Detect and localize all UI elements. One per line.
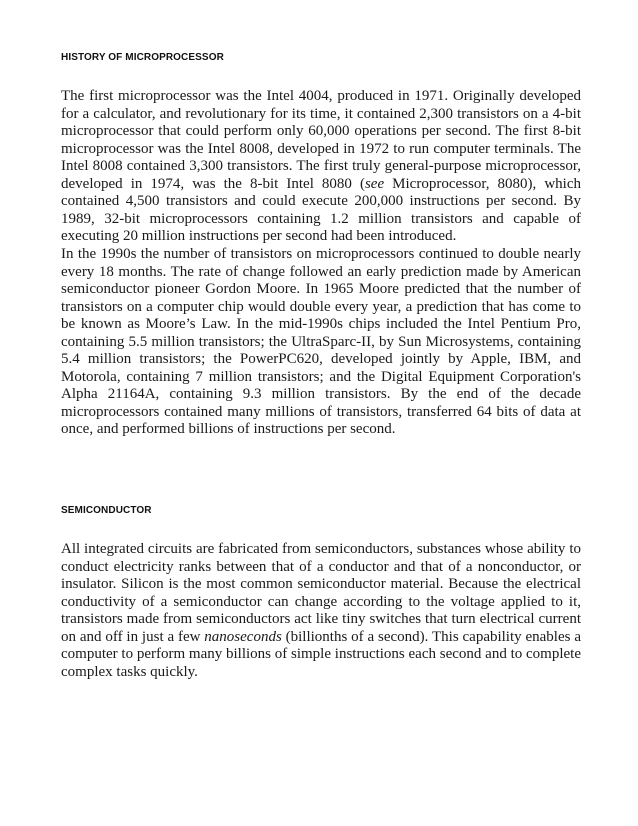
section-heading-history: HISTORY OF MICROPROCESSOR — [61, 52, 224, 63]
text-segment: All integrated circuits are fabricated from semiconductors — [61, 541, 410, 557]
text-segment: In the 1990s the number of transistors on microprocessors continued to double nearly every 18 months. The rate of change followed an early prediction made by American semiconductor pioneer Gordon Moore. In 1965 Moore predicted that the number of transistors on a computer chip would double every year, a prediction that has come to be known as Moore’s Law. In the mid-1990s chips included the Intel Pentium Pro, containing 5.5 million transistors; the UltraSparc-II, by Sun Microsystems, containing 5.4 million transistors; the PowerPC620, developed jointly by Apple, IBM, and Motorola, containing 7 million transistors; and the Digital Equipment Corporation's Alpha 21164A, containing 9.3 million transistors. By the end of the decade microprocessors contained many millions of transistors, transferred 64 bits of data at once, and performed billions of instructions per second. — [61, 246, 581, 437]
italic-segment: nanoseconds — [204, 628, 282, 645]
text-segment: Microprocessor, 8080), which contained 4,500 transistors and could execute 200,000 instructions per second. By 1989, 32-bit microprocessors containing 1.2 million transistors and capable of executing 20 million instructions per second had been introduced. — [61, 175, 581, 244]
text-segment: (billionths of a second). This capability enables a computer to perform many billions of simple instructions each second and to complete complex tasks quickly. — [61, 628, 581, 680]
italic-segment: , — [409, 541, 413, 557]
text-segment: The first microprocessor was the Intel 4004, produced in 1971. Originally developed for a calculator, and revolutionary for its time, it contained 2,300 transistors on a 4-bit microprocessor that could perform only 60,000 operations per second. The first 8-bit microprocessor was the Intel 8008, developed in 1972 to run computer terminals. The Intel 8008 contained 3,300 transistors. The first truly general-purpose microprocessor, developed in 1974, was the 8-bit Intel 8080 ( — [61, 88, 581, 192]
italic-segment: see — [364, 175, 385, 192]
section-heading-semiconductor: SEMICONDUCTOR — [61, 505, 152, 516]
text-segment: substances whose ability to conduct electricity ranks between that of a conductor and that of a nonconductor, or insulator. Silicon is the most common semiconductor material. Because the electrical conductivity of a semiconductor can change according to the voltage applied to it, transistors made from semiconductors act like tiny switches that turn electrical current on and off in just a few — [61, 541, 581, 645]
paragraph-history-2 — [61, 246, 581, 439]
paragraph-history-1 — [61, 88, 581, 246]
paragraph-semiconductor-1 — [61, 541, 581, 681]
